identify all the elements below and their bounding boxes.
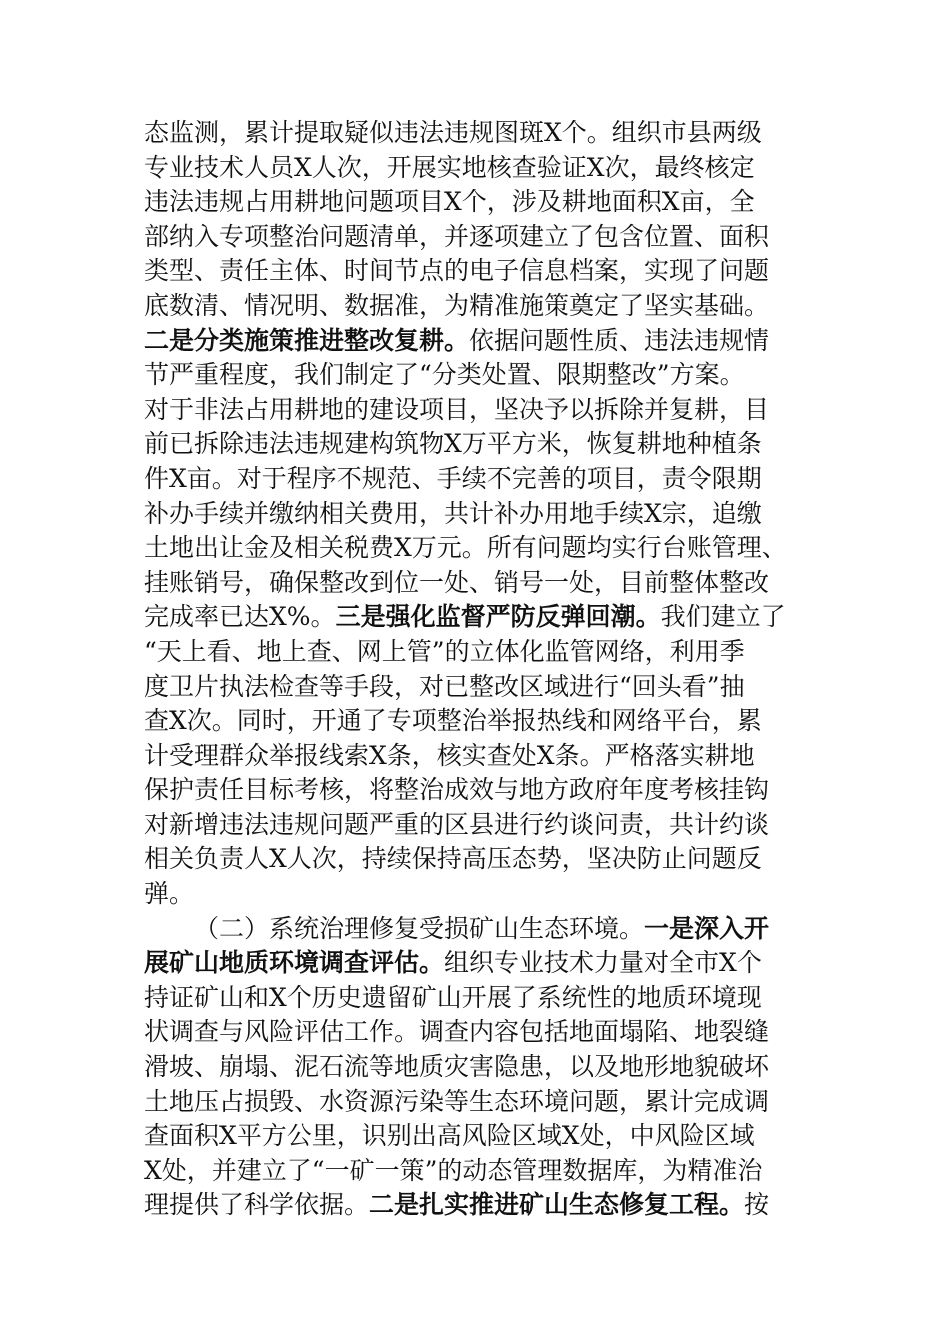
text-line [144, 704, 812, 739]
text-line [144, 254, 812, 289]
text-line [144, 808, 812, 843]
text-line [144, 289, 812, 324]
body-text-segment: 依据问题性质、违法违规情 [469, 325, 770, 355]
body-text-segment: 状调查与风险评估工作。调查内容包括地面塌陷、地裂缝 [144, 1017, 770, 1047]
body-text-segment: 前已拆除违法违规建构筑物X万平方米，恢复耕地种植条 [144, 429, 762, 459]
text-line [144, 670, 812, 705]
text-line [144, 462, 812, 497]
body-text-segment: 态监测，累计提取疑似违法违规图斑X个。组织市县两级 [144, 118, 762, 147]
body-text-segment: 查面积X平方公里，识别出高风险区域X处，中风险区域 [144, 1121, 755, 1151]
body-text-segment: 违法违规占用耕地问题项目X个，涉及耕地面积X亩，全 [144, 187, 755, 217]
text-line [144, 981, 812, 1016]
body-text-segment: 滑坡、崩塌、泥石流等地质灾害隐患，以及地形地貌破坏 [144, 1052, 770, 1082]
text-line [144, 324, 812, 359]
text-line [144, 1085, 812, 1120]
body-text-segment: 查X次。同时，开通了专项整治举报热线和网络平台，累 [144, 706, 762, 736]
bold-heading-text: 二是扎实推进矿山生态修复工程。 [369, 1190, 745, 1220]
text-line [144, 946, 812, 981]
text-line [144, 427, 812, 462]
body-text-segment: 计受理群众举报线索X条，核实查处X条。严格落实耕地 [144, 740, 755, 770]
body-text-segment: 弹。 [144, 879, 195, 909]
text-line [144, 739, 812, 774]
body-text-segment: 土地出让金及相关税费X万元。所有问题均实行台账管理、 [144, 533, 787, 563]
bold-heading-text: 展矿山地质环境调查评估。 [144, 948, 445, 978]
body-text-segment: 部纳入专项整治问题清单，并逐项建立了包含位置、面积 [144, 221, 770, 251]
text-line [144, 1119, 812, 1154]
text-line [144, 185, 812, 220]
body-text-segment: 专业技术人员X人次，开展实地核查验证X次，最终核定 [144, 152, 755, 182]
text-line [144, 1015, 812, 1050]
body-text-segment: 度卫片执法检查等手段，对已整改区域进行“回头看”抽 [144, 671, 745, 701]
body-text [144, 116, 812, 1223]
body-text-segment: 件X亩。对于程序不规范、手续不完善的项目，责令限期 [144, 463, 762, 493]
text-line [144, 1050, 812, 1085]
text-line [144, 566, 812, 601]
text-line [144, 393, 812, 428]
body-text-segment: 按 [744, 1190, 770, 1220]
body-text-segment: 土地压占损毁、水资源污染等生态环境问题，累计完成调 [144, 1086, 770, 1116]
body-text-segment: 类型、责任主体、时间节点的电子信息档案，实现了问题 [144, 256, 770, 286]
text-line [144, 877, 812, 912]
text-line [144, 151, 812, 186]
body-text-segment: 补办手续并缴纳相关费用，共计补办用地手续X宗，追缴 [144, 498, 762, 528]
text-line [144, 842, 812, 877]
text-line [144, 773, 812, 808]
body-text-segment: X处，并建立了“一矿一策”的动态管理数据库，为精准治 [144, 1155, 763, 1185]
text-line [144, 912, 812, 947]
bold-heading-text: 二是分类施策推进整改复耕。 [144, 325, 470, 355]
body-text-segment: （二）系统治理修复受损矿山生态环境。 [194, 913, 645, 943]
bold-heading-text: 三是强化监督严防反弹回潮。 [335, 602, 661, 632]
body-text-segment: 底数清、情况明、数据准，为精准施策奠定了坚实基础。 [144, 290, 770, 320]
body-text-segment: 组织专业技术力量对全市X个 [444, 948, 762, 978]
body-text-segment: 理提供了科学依据。 [144, 1190, 370, 1220]
body-text-segment: 挂账销号，确保整改到位一处、销号一处，目前整体整改 [144, 567, 770, 597]
body-text-segment: 对于非法占用耕地的建设项目，坚决予以拆除并复耕，目 [144, 394, 770, 424]
text-line [144, 497, 812, 532]
body-text-segment: 保护责任目标考核，将整治成效与地方政府年度考核挂钩 [144, 775, 770, 805]
body-text-segment: 持证矿山和X个历史遗留矿山开展了系统性的地质环境现 [144, 982, 762, 1012]
text-line [144, 358, 812, 393]
text-line [144, 600, 812, 635]
body-text-segment: 对新增违法违规问题严重的区县进行约谈问责，共计约谈 [144, 809, 770, 839]
body-text-segment: “天上看、地上查、网上管”的立体化监管网络，利用季 [144, 636, 745, 666]
body-text-segment: 节严重程度，我们制定了“分类处置、限期整改”方案。 [144, 360, 745, 390]
bold-heading-text: 一是深入开 [644, 913, 770, 943]
body-text-segment: 相关负责人X人次，持续保持高压态势，坚决防止问题反 [144, 844, 762, 874]
text-line [144, 116, 812, 151]
text-line [144, 220, 812, 255]
text-line [144, 1154, 812, 1189]
body-text-segment: 我们建立了 [660, 602, 786, 632]
text-line [144, 531, 812, 566]
text-line [144, 635, 812, 670]
text-line [144, 1188, 812, 1223]
body-text-segment: 完成率已达X%。 [144, 602, 336, 632]
